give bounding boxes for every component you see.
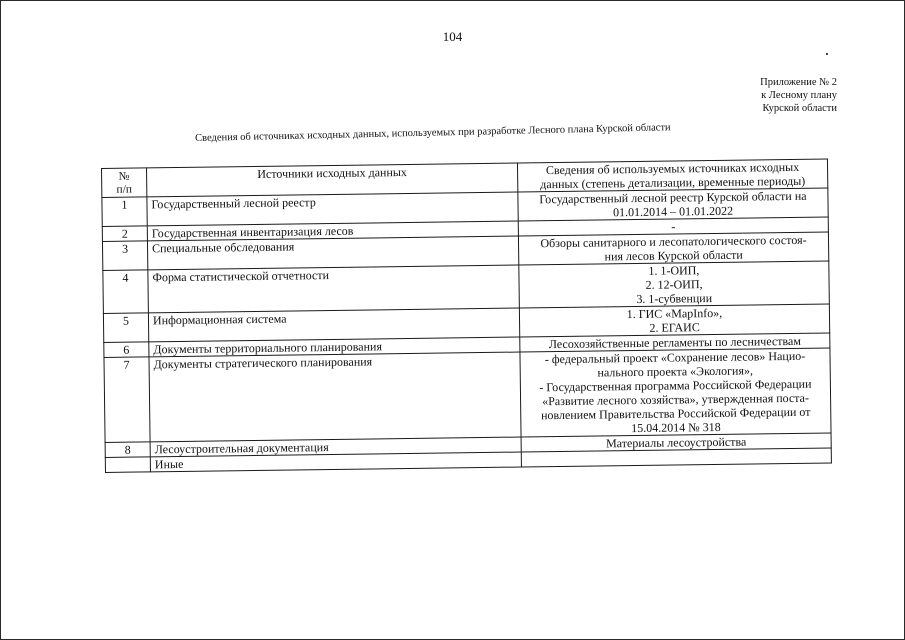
header-num-line-1: № (118, 170, 130, 183)
row-info-line: Государственный лесной реестр Курской области на (539, 188, 807, 207)
row-info (518, 188, 828, 221)
row-info-line: 1. ГИС «MapInfo», (626, 305, 723, 322)
table-body (102, 188, 832, 472)
row-info-line (526, 449, 827, 467)
row-info (519, 261, 830, 308)
row-source: Документы территориального планирования (149, 337, 520, 357)
header-num-line-2: п/п (116, 183, 133, 196)
row-source: Информационная система (148, 308, 519, 342)
row-source: Документы стратегического планирования (149, 352, 521, 442)
table-row (104, 348, 831, 442)
row-info-line: 3. 1-субвенции (636, 291, 713, 307)
appendix-note (760, 76, 837, 115)
row-source: Специальные обследования (147, 236, 518, 270)
appendix-line-3: Курской области (762, 103, 837, 114)
row-number: 3 (102, 241, 147, 271)
row-info-line: ния лесов Курской области (604, 247, 743, 264)
row-info-line: нального проекта «Экология», (597, 363, 754, 380)
row-source: Лесоустроительная документация (150, 437, 521, 457)
header-info (517, 159, 827, 192)
row-info-line: Обзоры санитарного и лесопатологического состоя- (540, 232, 807, 251)
row-number: 2 (102, 226, 147, 242)
row-info-line: - федеральный проект «Сохранение лесов» Нацио- (544, 348, 806, 367)
row-source: Иные (150, 452, 521, 472)
header-info-line-1: Сведения об используемых источниках исходных (545, 159, 800, 178)
row-info-line: 2. 12-ОИП, (645, 277, 703, 292)
row-info-line: 2. ЕГАИС (649, 320, 700, 335)
row-info-line: - (671, 219, 676, 234)
sources-table-wrap (101, 158, 832, 472)
page-number: 104 (442, 29, 463, 44)
row-number: 8 (105, 442, 150, 458)
header-source: Источники исходных данных (147, 163, 518, 197)
row-info-line: Материалы лесоустройства (605, 434, 747, 451)
row-info-line: 1. 1-ОИП, (648, 263, 700, 278)
row-info-line: Лесохозяйственные регламенты по лесничествам (548, 333, 801, 352)
row-source: Государственный лесной реестр (147, 192, 518, 226)
row-number: 6 (104, 342, 149, 358)
sources-table (101, 158, 832, 472)
row-info-line: 15.04.2014 № 318 (631, 419, 721, 436)
header-num (102, 168, 147, 198)
appendix-line-2: к Лесному плану (761, 90, 837, 101)
row-info (520, 348, 831, 437)
row-info (518, 232, 828, 265)
row-number: 5 (103, 313, 148, 343)
row-info-line: - Государственная программа Российской Федерации (539, 376, 812, 395)
row-info-line: новлением Правительства Российской Федерации от (540, 404, 811, 423)
row-source: Форма статистической отчетности (148, 265, 520, 313)
row-number: 4 (103, 270, 149, 314)
scan-speck (826, 53, 828, 55)
row-info (519, 304, 829, 337)
row-info-line: 01.01.2014 – 01.01.2022 (613, 203, 734, 220)
row-number (105, 457, 150, 473)
row-source: Государственная инвентаризация лесов (147, 221, 518, 241)
row-number: 1 (102, 197, 147, 227)
row-number: 7 (104, 357, 150, 443)
row-info-line: «Развитие лесного хозяйства», утвержденная поста- (542, 390, 810, 409)
header-info-line-2: данных (степень детализации, временные периоды) (540, 173, 806, 192)
appendix-line-1: Приложение № 2 (760, 77, 837, 88)
document-title: Сведения об источниках исходных данных, используемых при разработке Лесного плана Курской области (195, 122, 671, 144)
